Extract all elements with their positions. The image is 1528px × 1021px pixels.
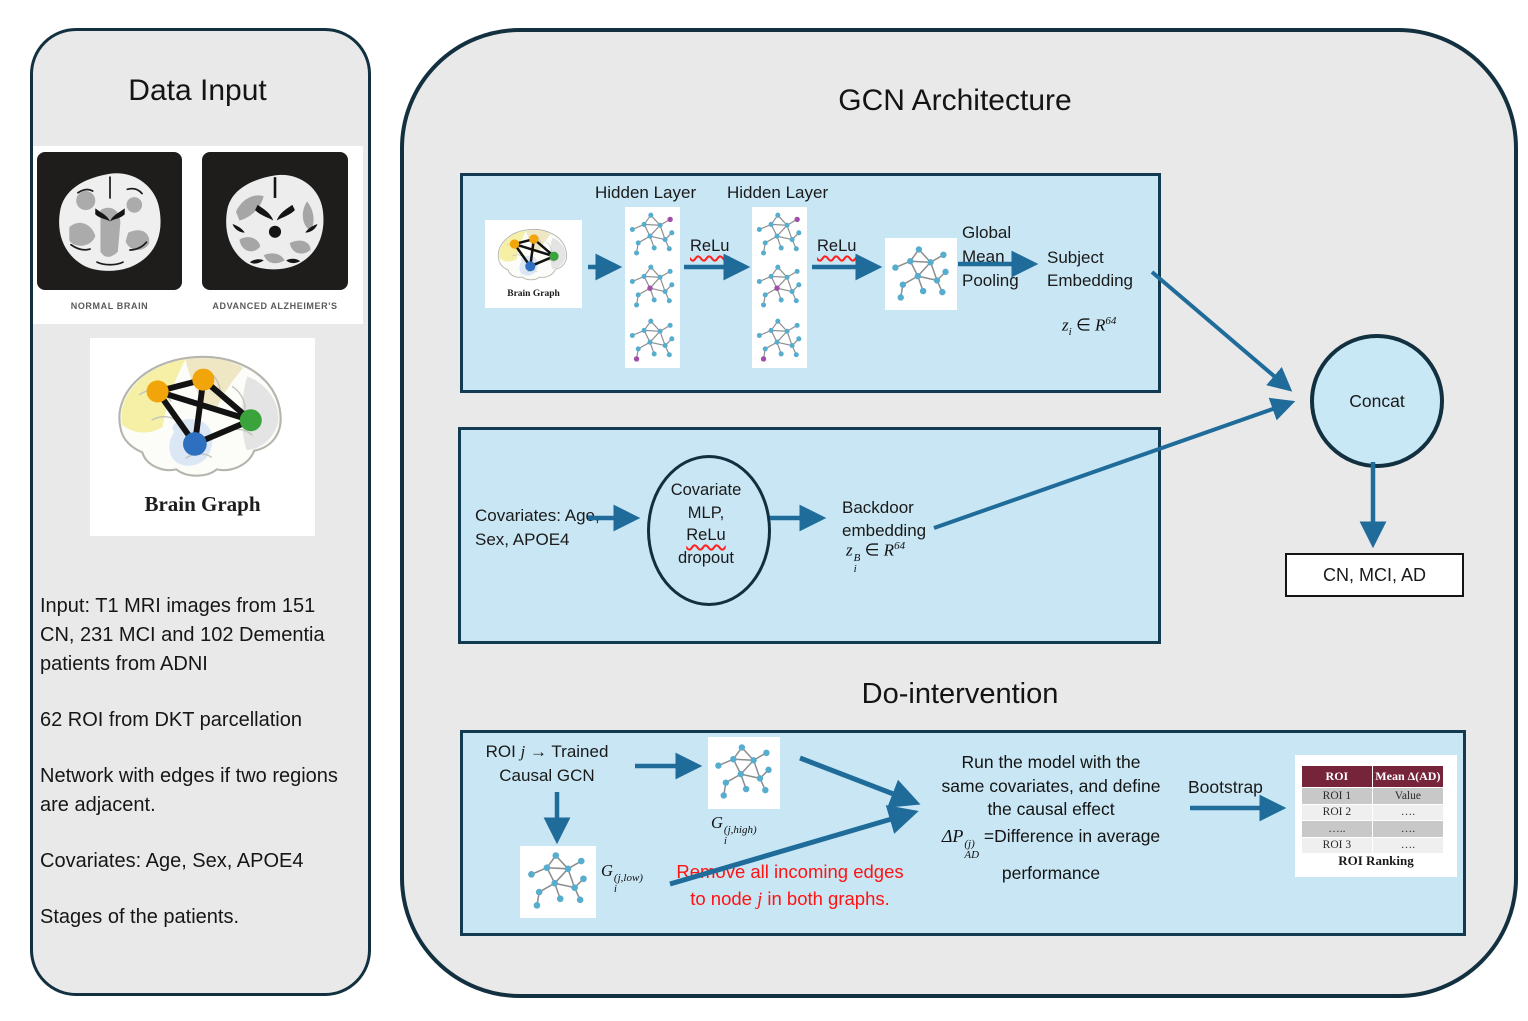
mlp-line: MLP, — [687, 503, 725, 522]
network-graph-icon — [712, 741, 776, 803]
subject-embedding-label — [1047, 246, 1133, 292]
network-graph-icon — [627, 263, 678, 310]
covariates-line: Sex, APOE4 — [475, 529, 570, 549]
roi-trained-gcn-label — [462, 740, 632, 787]
brain-graph-image — [97, 344, 308, 488]
bootstrap-label: Bootstrap — [1188, 777, 1263, 797]
backdoor-line: Backdoor — [842, 498, 914, 517]
hidden-layer-label-1: Hidden Layer — [595, 183, 697, 202]
table-header-row — [1302, 766, 1444, 788]
mri-alzheimers-brain-image — [210, 157, 340, 284]
col-roi: ROI — [1302, 766, 1373, 788]
subject-line: Subject — [1047, 248, 1104, 267]
table-row: ROI 1 Value — [1302, 788, 1444, 805]
table-row: ROI 2 …. — [1302, 804, 1444, 821]
network-graph-icon — [754, 317, 805, 364]
hidden-layer-label-2: Hidden Layer — [727, 183, 829, 202]
mlp-relu-line: ReLu — [686, 526, 726, 544]
roi-ranking-caption: ROI Ranking — [1338, 853, 1414, 868]
brain-graph-mini-caption: Brain Graph — [507, 289, 560, 299]
network-graph-icon — [754, 263, 805, 310]
info-paragraph: Stages of the patients. — [40, 906, 240, 928]
brain-graph-mini-image — [489, 224, 578, 285]
delta-p-math-line: ΔP (j) AD =Difference in average — [941, 825, 1161, 862]
brain-graph-caption: Brain Graph — [144, 492, 261, 516]
do-intervention-title: Do-intervention — [861, 678, 1059, 710]
run-line: Run the model with the — [961, 752, 1141, 772]
subject-embedding-math: $z_i$ ∈ $R^{64}$ — [1062, 315, 1117, 339]
output-classes-box — [1285, 553, 1464, 597]
causal-effect-description — [920, 751, 1182, 885]
global-mean-pooling-label — [962, 221, 1019, 293]
graph-high-math: G (j,high) i — [711, 813, 757, 848]
concat-label: Concat — [1349, 390, 1405, 411]
network-graph-icon — [627, 211, 678, 258]
info-paragraph: Network with edges if two regions are adjacent. — [40, 765, 338, 816]
mri-normal-brain-image — [45, 157, 175, 284]
mlp-line: dropout — [678, 548, 734, 567]
graph-low-math: G (j,low) i — [601, 861, 643, 896]
remove-line-2: to node j in both graphs. — [690, 888, 890, 910]
backdoor-embedding-label — [842, 496, 926, 542]
network-graph-icon — [524, 850, 592, 912]
roi-ranking-table — [1301, 765, 1444, 854]
network-graph-icon — [627, 317, 678, 364]
covariates-line: Covariates: Age, — [475, 506, 600, 525]
roi-line-1: ROI j → Trained — [485, 742, 609, 761]
delta-definition: =Difference in average — [983, 825, 1161, 846]
mri-normal-label: NORMAL BRAIN — [70, 301, 149, 311]
network-graph-icon — [889, 243, 953, 305]
mri-alzheimers-label: ADVANCED ALZHEIMER'S — [212, 301, 338, 311]
pooling-line: Pooling — [962, 271, 1019, 290]
concat-node — [1310, 334, 1444, 468]
remove-edges-note — [655, 858, 925, 914]
col-mean-delta: Mean Δ(AD) — [1372, 766, 1443, 788]
pooling-line: Mean — [962, 246, 1005, 266]
output-classes-label: CN, MCI, AD — [1322, 564, 1426, 585]
mlp-line: Covariate — [670, 481, 742, 499]
delta-definition-2: performance — [1001, 862, 1101, 883]
covariate-mlp-label — [647, 479, 765, 569]
covariates-label — [475, 504, 600, 551]
relu-label-1: ReLu — [690, 237, 730, 255]
data-input-title: Data Input — [128, 74, 267, 107]
roi-line-2: Causal GCN — [499, 765, 595, 785]
table-row: ROI 3 …. — [1302, 837, 1444, 854]
run-line: the causal effect — [987, 799, 1115, 820]
gcn-title: GCN Architecture — [838, 84, 1072, 117]
info-paragraph: 62 ROI from DKT parcellation — [40, 709, 302, 731]
network-graph-icon — [754, 211, 805, 258]
pooling-line: Global — [962, 223, 1012, 242]
info-paragraph: Input: T1 MRI images from 151 CN, 231 MCI and 102 Dementia patients from ADNI — [40, 595, 325, 675]
backdoor-embedding-math: z B i ∈ $R^{64}$ — [846, 540, 906, 576]
run-line: same covariates, and define — [941, 775, 1161, 796]
data-input-description — [40, 592, 354, 959]
table-row: ….. …. — [1302, 821, 1444, 838]
subject-line: Embedding — [1047, 271, 1134, 290]
remove-line-1: Remove all incoming edges — [676, 861, 904, 882]
backdoor-line: embedding — [842, 521, 927, 540]
relu-label-2: ReLu — [817, 237, 857, 255]
info-paragraph: Covariates: Age, Sex, APOE4 — [40, 850, 304, 872]
